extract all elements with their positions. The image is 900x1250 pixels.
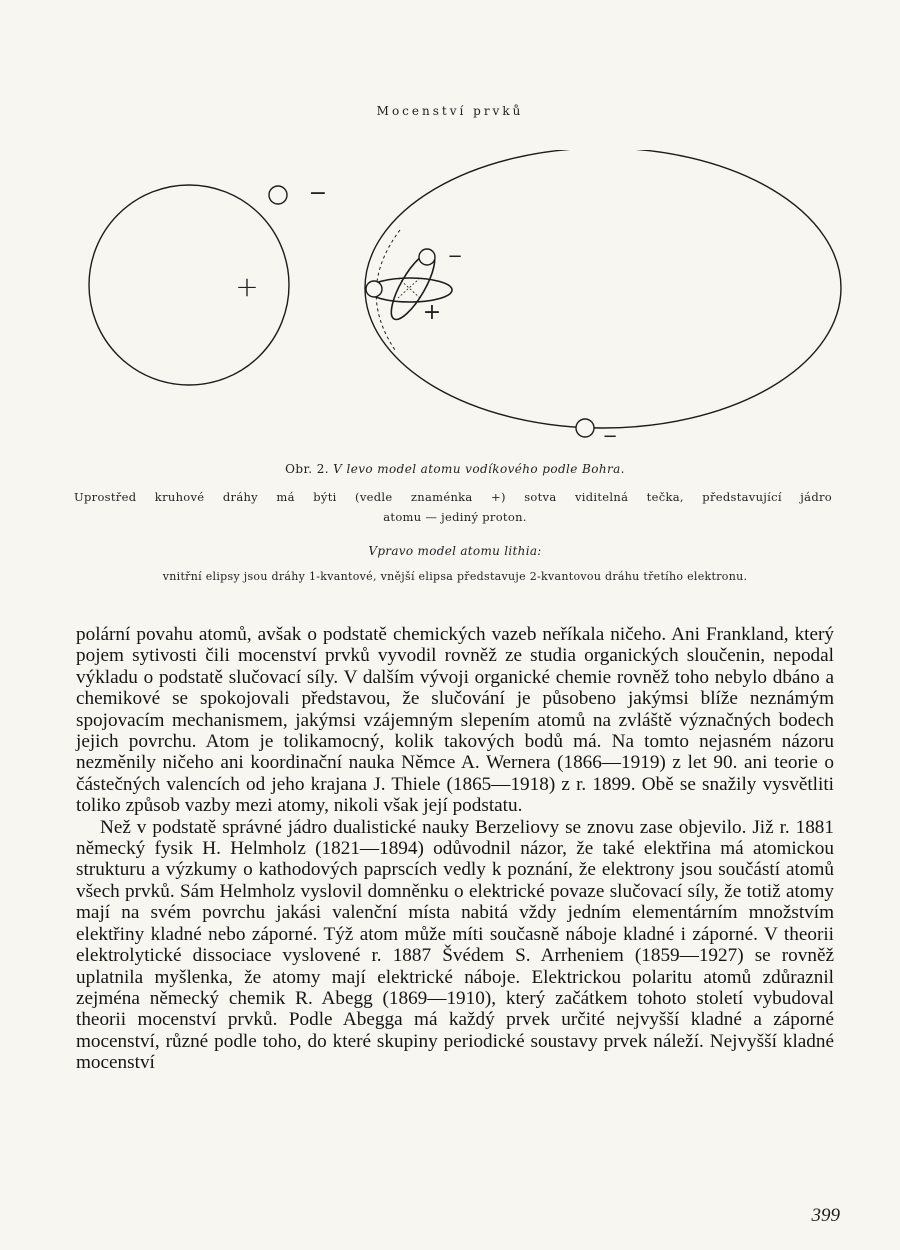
running-title: Mocenství prvků xyxy=(376,104,524,118)
lithium-electron-2 xyxy=(419,249,435,265)
caption-line-2: atomu — jediný proton. xyxy=(383,510,527,524)
body-text xyxy=(76,624,834,1074)
lithium-outer-orbit xyxy=(365,150,841,428)
lithium-outer-electron-symbol: − xyxy=(602,426,618,447)
caption-line-1: Uprostřed kruhové dráhy má býti (vedle znaménka +) sotva viditelná tečka, představující jádro xyxy=(74,490,832,504)
caption-line-3: Vpravo model atomu lithia: xyxy=(368,544,542,558)
lithium-electron-symbol: − xyxy=(447,246,463,267)
lithium-nucleus-symbol: + xyxy=(422,300,442,325)
bohr-hydrogen-model xyxy=(89,185,289,385)
body-paragraph-1: polární povahu atomů, avšak o podstatě chemických vazeb neříkala ničeho. Ani Frankland, který pojem sytivosti čili mocenství prvků vyvodil rovněž ze studia organických sloučenin, nepodal výkladu o podstatě slučovací síly. V dalším vývoji organické chemie rovněž toho nebylo dbáno a chemikové se spokojovali představou, že slučování je působeno jakýmsi blíže neznámým spojovacím mechanismem, jakýmsi vzájemným slepením atomů na zvláště význačných bodech jejich povrchu. Atom je tolikamocný, kolik takových bodů má. Na tomto nejasném názoru nezměnily ničeho ani koordinační nauka Němce A. Wernera (1866—1919) z let 90. ani teorie o částečných valencích od jeho krajana J. Thiele (1865—1918) z r. 1899. Obě se snažily vysvětliti toliko způsob vazby mezi atomy, nikoli však její podstatu. xyxy=(76,624,834,817)
hydrogen-electron xyxy=(269,186,287,204)
caption-line-4: vnitřní elipsy jsou dráhy 1-kvantové, vnější elipsa představuje 2-kvantovou dráhu třetího elektronu. xyxy=(162,570,748,583)
hydrogen-electron-symbol: − xyxy=(308,181,328,206)
caption-figure-number: Obr. 2. xyxy=(285,462,329,476)
page-number: 399 xyxy=(811,1205,840,1226)
atom-models-figure xyxy=(0,150,900,450)
lithium-outer-electron xyxy=(576,419,594,437)
lithium-electron-1 xyxy=(366,281,382,297)
body-paragraph-2: Než v podstatě správné jádro dualistické nauky Berzeliovy se znovu zase objevilo. Již r. 1881 německý fysik H. Helmholz (1821—1894) odůvodnil názor, že také elektřina má atomickou strukturu a výzkumy o kathodových paprscích vedly k poznání, že elektrony jsou součástí atomů všech prvků. Sám Helmholz vyslovil domněnku o elektrické povaze slučovací síly, že totiž atomy mají na svém povrchu jakási valenční místa nabitá vždy jedním elementárním množstvím elektřiny kladné nebo záporné. Týž atom může míti současně náboje kladné i záporné. V theorii elektrolytické dissociace vyslovené r. 1887 Švédem S. Arrheniem (1859—1927) se rovněž uplatnila myšlenka, že atomy mají elektrické náboje. Elektrickou polaritu atomů zdůraznil zejména německý chemik R. Abegg (1869—1910), který začátkem tohoto století vybudoval theorii mocenství prvků. Podle Abegga má každý prvek určité nejvyšší kladné a záporné mocenství, různé podle toho, do které skupiny periodické soustavy prvek náleží. Nejvyšší kladné mocenství xyxy=(76,816,834,1074)
figure-caption-title xyxy=(70,462,840,476)
caption-title-text: V levo model atomu vodíkového podle Bohra. xyxy=(333,462,625,476)
lithium-model xyxy=(365,150,841,437)
hydrogen-orbit xyxy=(89,185,289,385)
hydrogen-nucleus-symbol: + xyxy=(235,270,259,303)
